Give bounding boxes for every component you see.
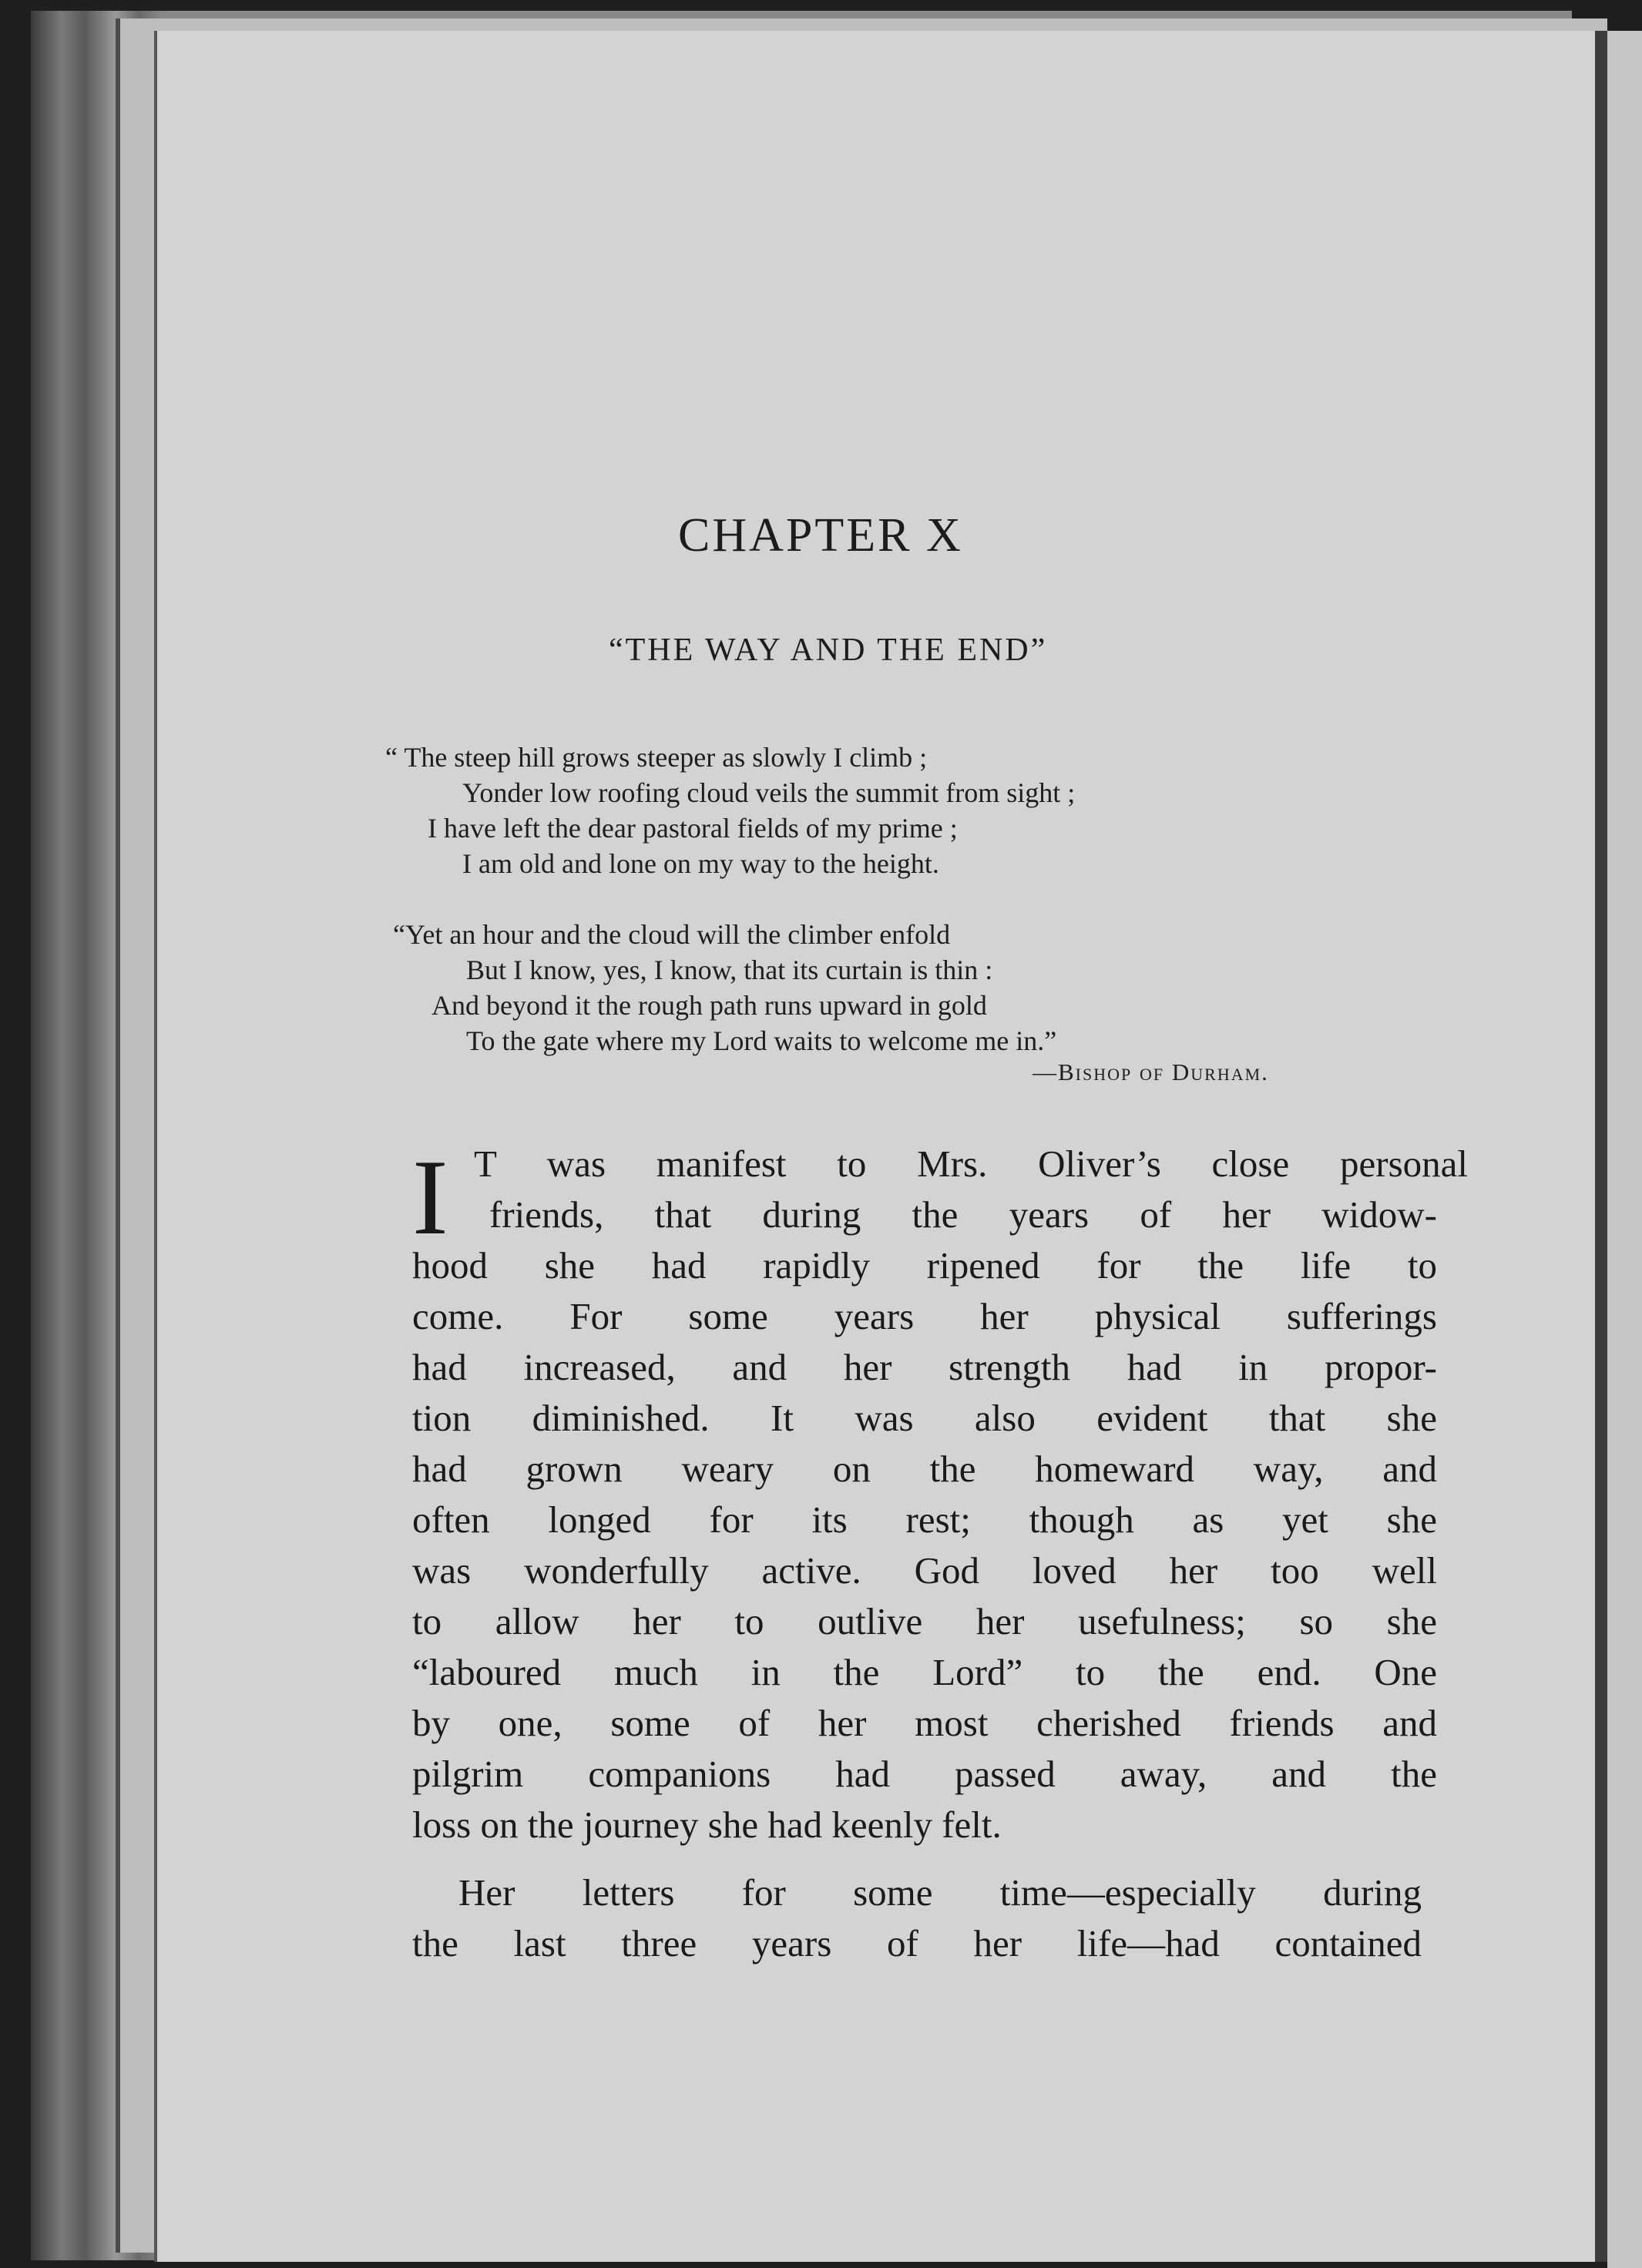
text-line: was wonderfully active. God loved her too well — [412, 1549, 1437, 1592]
drop-cap: I — [412, 1138, 448, 1257]
text-line: loss on the journey she had keenly felt. — [412, 1803, 1002, 1846]
text-line: by one, some of her most cherished friends and — [412, 1702, 1437, 1744]
verse-line: Yonder low roofing cloud veils the summit from sight ; — [462, 777, 1076, 808]
attribution-text: —Bishop of Durham. — [1033, 1059, 1269, 1085]
epigraph-stanza — [385, 917, 1464, 1059]
verse-line: To the gate where my Lord waits to welcome me in.” — [466, 1025, 1057, 1056]
verse-line: “ The steep hill grows steeper as slowly I climb ; — [385, 742, 928, 773]
book-gutter — [1595, 31, 1607, 2262]
verse-line: And beyond it the rough path runs upward in gold — [431, 990, 987, 1021]
text-line: “laboured much in the Lord” to the end. One — [412, 1651, 1437, 1693]
chapter-heading: CHAPTER X — [678, 509, 963, 562]
body-text — [412, 1139, 1468, 1969]
text-line: the last three years of her life—had contained — [412, 1922, 1422, 1964]
text-line: T was manifest to Mrs. Oliver’s close personal — [474, 1142, 1468, 1185]
verse-line: But I know, yes, I know, that its curtain is thin : — [466, 955, 993, 985]
epigraph-attribution — [1033, 1059, 1464, 1086]
verse-line: I am old and lone on my way to the height. — [462, 848, 939, 879]
verse-line: I have left the dear pastoral fields of my prime ; — [428, 813, 958, 844]
text-line: tion diminished. It was also evident that she — [412, 1397, 1437, 1439]
chapter-title: “THE WAY AND THE END” — [609, 632, 1048, 668]
facing-page-edge — [1607, 31, 1642, 2268]
verse-line: “Yet an hour and the cloud will the climber enfold — [393, 919, 951, 950]
text-line: Her letters for some time—especially during — [458, 1871, 1422, 1914]
text-line: hood she had rapidly ripened for the life to — [412, 1244, 1437, 1287]
epigraph-poem — [385, 740, 1464, 1094]
text-line: had increased, and her strength had in propor- — [412, 1346, 1437, 1388]
text-line: to allow her to outlive her usefulness; so she — [412, 1600, 1437, 1642]
paragraph — [412, 1867, 1437, 1969]
text-line: pilgrim companions had passed away, and the — [412, 1753, 1437, 1795]
text-line: friends, that during the years of her widow- — [489, 1193, 1437, 1236]
epigraph-stanza — [385, 740, 1464, 881]
text-line: had grown weary on the homeward way, and — [412, 1448, 1437, 1490]
paragraph — [412, 1139, 1468, 1850]
text-line: come. For some years her physical sufferings — [412, 1295, 1437, 1337]
text-line: often longed for its rest; though as yet she — [412, 1498, 1437, 1541]
